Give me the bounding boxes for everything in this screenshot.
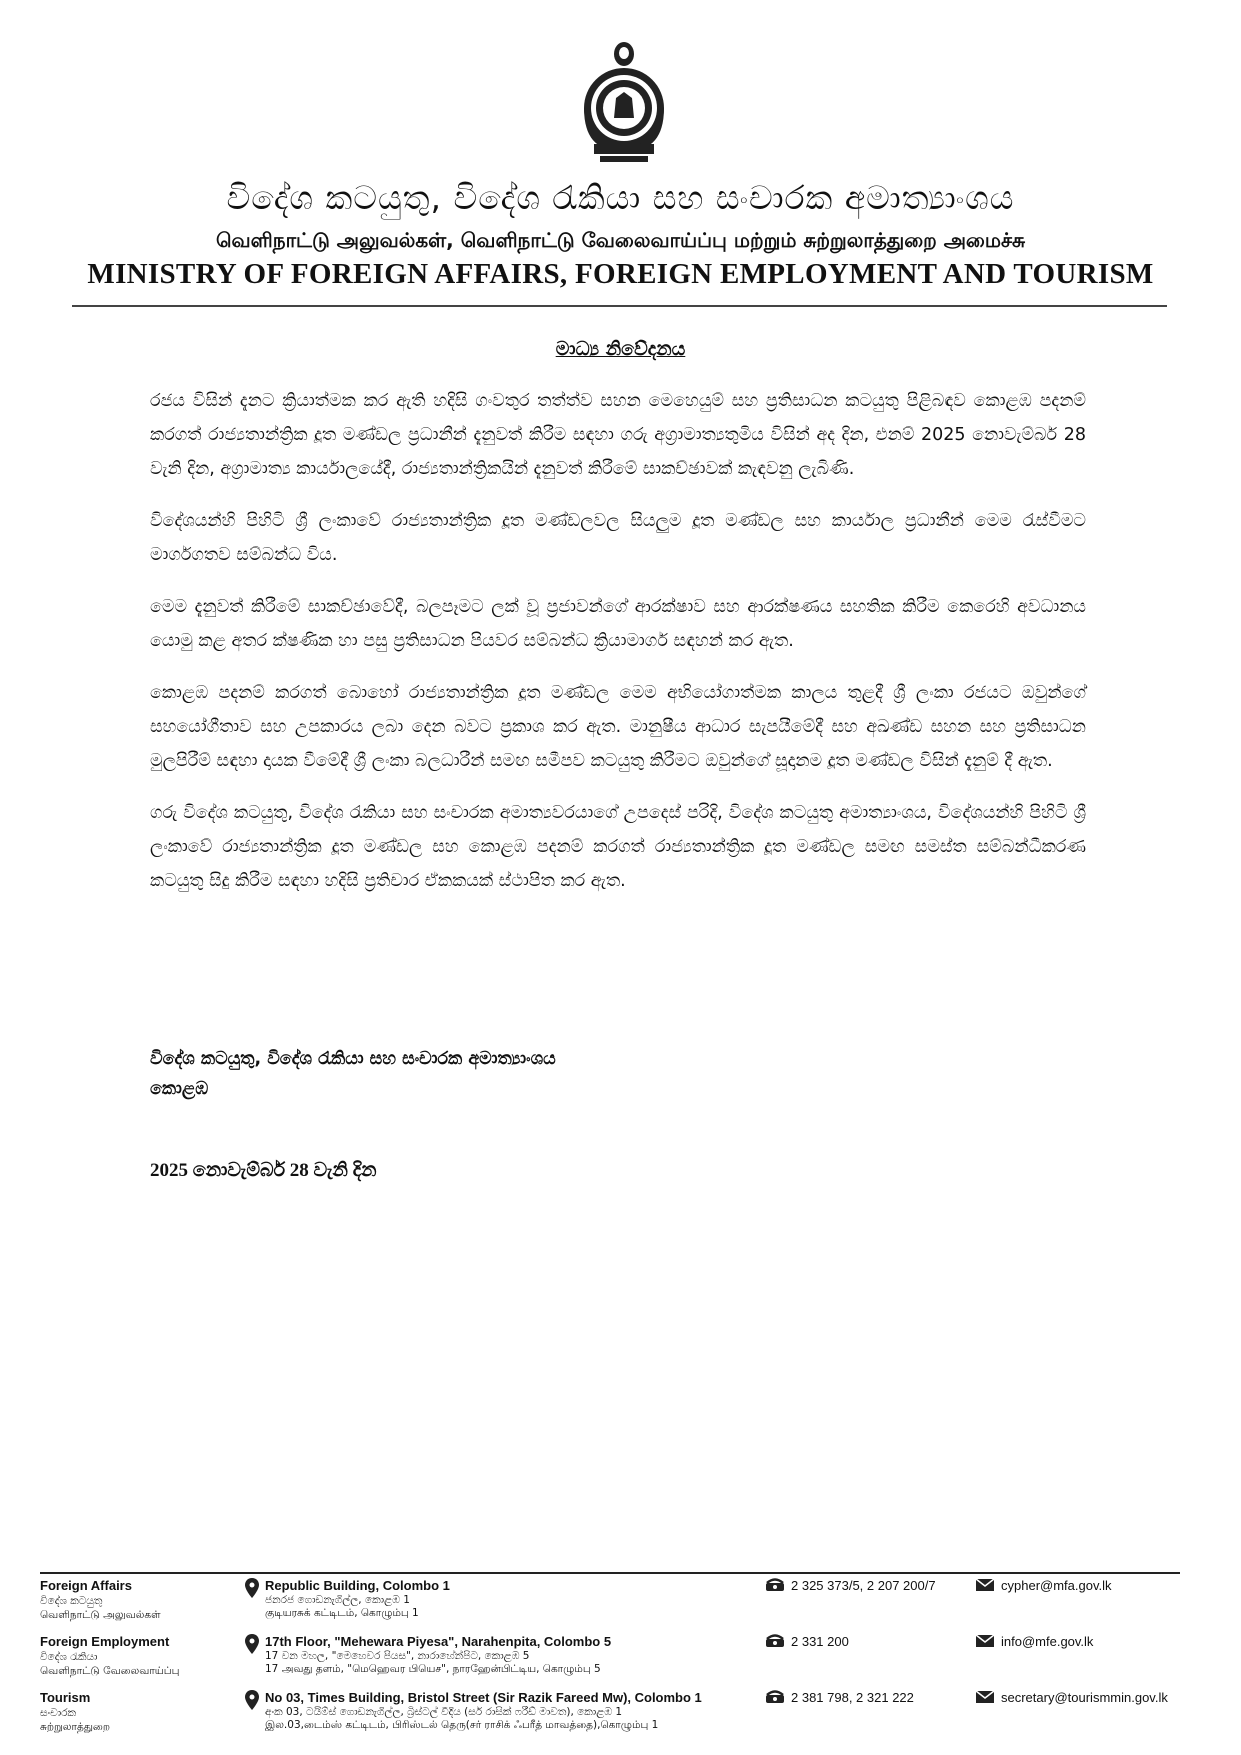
address-ta: இல.03,டைம்ஸ் கட்டிடம், பிரிஸ்டல் தெரு(சர் ராசிக் ஃபரீத் மாவத்தை),கொழும்பு 1 <box>265 1719 659 1731</box>
signature-ministry: විදේශ කටයුතු, විදේශ රැකියා සහ සංචාරක අමාත්‍යාංශය <box>150 1049 556 1069</box>
paragraph-3: මෙම දැනුවත් කිරීමේ සාකච්ඡාවේදී, බලපෑමට ලක් වූ ප්‍රජාවන්ගේ ආරක්ෂාව සහ ආරක්ෂණය සහතික කිරීම කෙරෙහි අවධානය යොමු කළ අතර ක්ෂණික හා පසු ප්‍රතිසාධන පියවර සම්බන්ධ ක්‍රියාමාර්ග සඳහන් කර ඇත. <box>150 597 1086 651</box>
footer-phone <box>765 1634 849 1649</box>
footer-phone <box>765 1690 914 1705</box>
document-date: 2025 නොවැම්බර් 28 වැනි දින <box>150 1160 377 1181</box>
footer-phone <box>765 1578 936 1593</box>
footer-row-tourism <box>40 1690 1200 1750</box>
ministry-name-english: MINISTRY OF FOREIGN AFFAIRS, FOREIGN EMPLOYMENT AND TOURISM <box>87 258 1154 290</box>
email-address[interactable]: cypher@mfa.gov.lk <box>1001 1578 1112 1593</box>
address-si: 17 වන මහල, "මෙහෙවර පියස", නාරාහේන්පිට, කොළඹ 5 <box>265 1650 530 1662</box>
footer-dept <box>40 1690 240 1734</box>
dept-name-ta: வெளிநாட்டு வேலைவாய்ப்பு <box>40 1665 180 1677</box>
address-si: ජනරජ ගොඩනැගිල්ල, කොළඹ 1 <box>265 1594 410 1606</box>
address-en: No 03, Times Building, Bristol Street (Sir Razik Fareed Mw), Colombo 1 <box>265 1690 702 1705</box>
envelope-icon <box>975 1690 995 1704</box>
paragraph-2: විදේශයන්හි පිහිටි ශ්‍රී ලංකාවේ රාජ්‍යතාන්ත්‍රික දූත මණ්ඩලවල සියලුම දූත මණ්ඩල සහ කාර්යාල ප්‍රධානීන් මෙම රැස්වීමට මාර්ගගතව සම්බන්ධ විය. <box>150 511 1086 565</box>
header-divider <box>72 305 1167 307</box>
phone-number: 2 331 200 <box>791 1634 849 1649</box>
phone-number: 2 325 373/5, 2 207 200/7 <box>791 1578 936 1593</box>
footer-email <box>975 1690 1168 1705</box>
dept-name-si: විදේශ රැකියා <box>40 1651 98 1663</box>
location-pin-icon <box>245 1634 259 1654</box>
email-address[interactable]: info@mfe.gov.lk <box>1001 1634 1094 1649</box>
paragraph-1: රජය විසින් දැනට ක්‍රියාත්මක කර ඇති හදිසි ගංවතුර තත්ත්ව සහන මෙහෙයුම් සහ ප්‍රතිසාධන කටයුතු පිළිබඳව කොළඹ පදනම් කරගත් රාජ්‍යතාන්ත්‍රික දූත මණ්ඩල ප්‍රධානීන් දැනුවත් කිරීම සඳහා ගරු අග්‍රාමාත්‍යතුමිය විසින් අද දින, එනම් 2025 නොවැම්බර් 28 වැනි දින, අග්‍රාමාත්‍ය කාර්යාලයේදී, රාජ්‍යතාන්ත්‍රිකයින් දැනුවත් කිරීමේ සාකච්ඡාවක් කැඳවනු ලැබිණි. <box>150 391 1086 479</box>
envelope-icon <box>975 1578 995 1592</box>
location-pin-icon <box>245 1578 259 1598</box>
telephone-icon <box>765 1634 785 1648</box>
address-ta: 17 அவது தளம், "மெஹெவர பியெச", நாரஹேன்பிட்டிய, கொழும்பு 5 <box>265 1663 601 1675</box>
footer-email <box>975 1578 1112 1593</box>
dept-name-ta: சுற்றுலாத்துறை <box>40 1721 111 1733</box>
signature-block <box>150 1044 556 1104</box>
document-body <box>150 384 1086 916</box>
telephone-icon <box>765 1690 785 1704</box>
dept-name-ta: வெளிநாட்டு அலுவல்கள் <box>40 1609 161 1621</box>
phone-number: 2 381 798, 2 321 222 <box>791 1690 914 1705</box>
dept-name-en: Foreign Affairs <box>40 1578 132 1593</box>
ministry-name-tamil: வெளிநாட்டு அலுவல்கள், வெளிநாட்டு வேலைவாய்ப்பு மற்றும் சுற்றுலாத்துறை அமைச்சு <box>215 228 1026 252</box>
telephone-icon <box>765 1578 785 1592</box>
paragraph-5: ගරු විදේශ කටයුතු, විදේශ රැකියා සහ සංචාරක අමාත්‍යවරයාගේ උපදෙස් පරිදි, විදේශ කටයුතු අමාත්‍යාංශය, විදේශයන්හි පිහිටි ශ්‍රී ලංකාවේ රාජ්‍යතාන්ත්‍රික දූත මණ්ඩල සහ කොළඹ පදනම් කරගත් රාජ්‍යතාන්ත්‍රික දූත මණ්ඩල සමඟ සමස්ත සම්බන්ධීකරණ කටයුතු සිදු කිරීම සඳහා හදිසි ප්‍රතිචාර ඒකකයක් ස්ථාපිත කර ඇත. <box>150 803 1086 891</box>
envelope-icon <box>975 1634 995 1648</box>
signature-location: කොළඹ <box>150 1079 209 1099</box>
dept-name-si: විදේශ කටයුතු <box>40 1595 103 1607</box>
document-title: මාධ්‍ය නිවේදනය <box>555 338 686 360</box>
dept-name-si: සංචාරක <box>40 1707 77 1719</box>
paragraph-4: කොළඹ පදනම් කරගත් බොහෝ රාජ්‍යතාන්ත්‍රික දූත මණ්ඩල මෙම අභියෝගාත්මක කාලය තුළදී ශ්‍රී ලංකා රජයට ඔවුන්ගේ සහයෝගීතාව සහ උපකාරය ලබා දෙන බවට ප්‍රකාශ කර ඇත. මානුෂීය ආධාර සැපයීමේදී සහ අඛණ්ඩ සහන සහ ප්‍රතිසාධන මුලපිරීම් සඳහා දායක වීමේදී ශ්‍රී ලංකා බලධාරීන් සමඟ සමීපව කටයුතු කිරීමට ඔවුන්ගේ සූදානම දූත මණ්ඩල විසින් දැනුම් දී ඇත. <box>150 683 1086 771</box>
sri-lanka-emblem-icon <box>574 40 674 170</box>
address-ta: குடியரசுக் கட்டிடம், கொழும்பு 1 <box>265 1607 419 1619</box>
footer-dept <box>40 1634 240 1678</box>
email-address[interactable]: secretary@tourismmin.gov.lk <box>1001 1690 1168 1705</box>
address-en: 17th Floor, "Mehewara Piyesa", Narahenpita, Colombo 5 <box>265 1634 612 1649</box>
address-en: Republic Building, Colombo 1 <box>265 1578 450 1593</box>
footer-divider <box>40 1572 1180 1574</box>
footer-dept <box>40 1578 240 1622</box>
location-pin-icon <box>245 1690 259 1710</box>
footer-email <box>975 1634 1093 1649</box>
footer-row-foreign-affairs <box>40 1578 1200 1638</box>
address-si: අංක 03, ටයිම්ස් ගොඩනැගිල්ල, බ්‍රිස්ටල් වීදිය (සර් රාසික් ෆරීඩ් මාවත), කොළඹ 1 <box>265 1706 623 1718</box>
footer-row-foreign-employment <box>40 1634 1200 1694</box>
dept-name-en: Tourism <box>40 1690 91 1705</box>
dept-name-en: Foreign Employment <box>40 1634 170 1649</box>
ministry-name-sinhala: විදේශ කටයුතු, විදේශ රැකියා සහ සංචාරක අමාත්‍යාංශය <box>226 178 1015 217</box>
